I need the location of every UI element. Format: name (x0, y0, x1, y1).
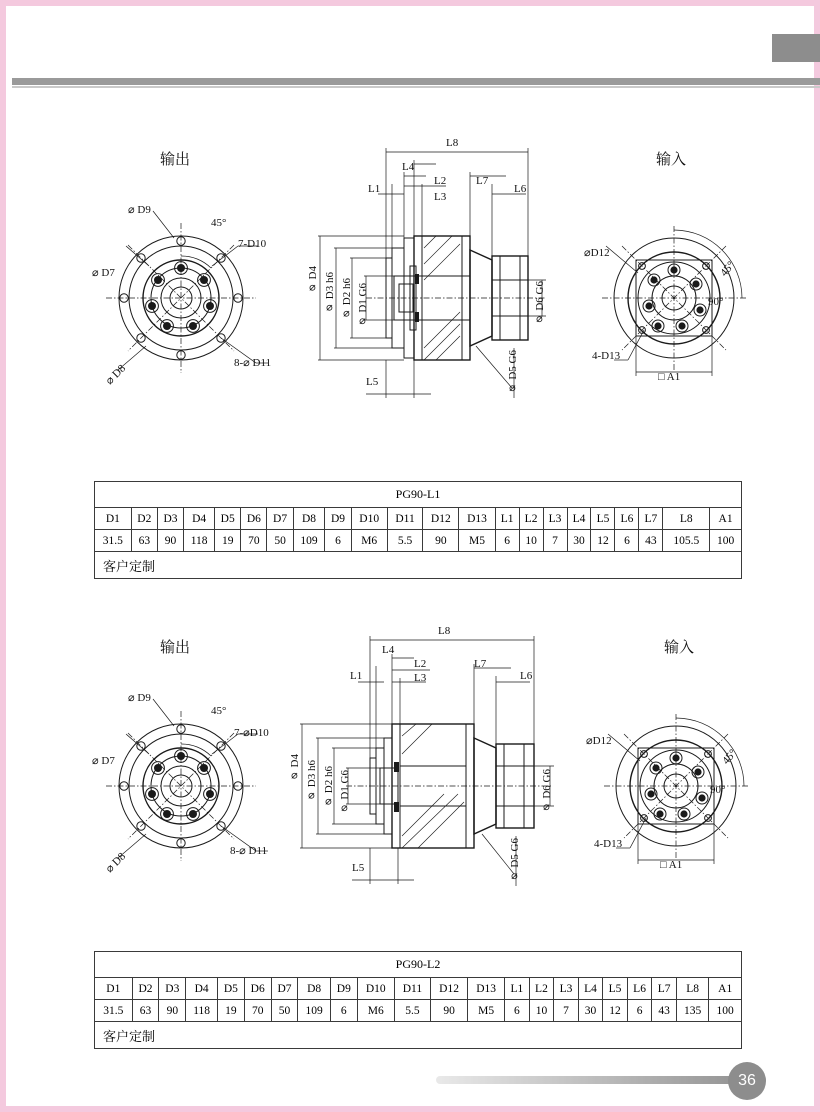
label-l8-2: L8 (438, 625, 451, 637)
th-d3: D3 (159, 978, 186, 1000)
label-l2-1: L2 (434, 175, 447, 187)
label-l3-2: L3 (414, 672, 427, 684)
table-note: 客户定制 (95, 552, 742, 579)
th-l6: L6 (615, 508, 639, 530)
td-d11: 5.5 (387, 530, 422, 552)
technical-drawing-2 (6, 606, 820, 936)
label-d6-2: ⌀ D6 G6 (541, 769, 553, 815)
th-d4: D4 (184, 508, 215, 530)
page-number: 36 (728, 1062, 766, 1100)
th-d1: D1 (95, 978, 133, 1000)
label-l5-1: L5 (366, 376, 379, 388)
label-d7-2: ⌀ D7 (92, 755, 115, 767)
td-d1: 31.5 (95, 1000, 133, 1022)
td-d11: 5.5 (394, 1000, 430, 1022)
td-d5: 19 (217, 1000, 244, 1022)
th-l4: L4 (567, 508, 591, 530)
th-d11: D11 (387, 508, 422, 530)
td-l8: 105.5 (663, 530, 710, 552)
td-d6: 70 (241, 530, 267, 552)
input-face-view-1 (602, 226, 748, 376)
th-d13: D13 (459, 508, 495, 530)
td-l6: 6 (627, 1000, 652, 1022)
td-l6: 6 (615, 530, 639, 552)
label-angle45-r2: 45° (720, 747, 740, 767)
technical-drawing-1 (6, 98, 820, 488)
th-d5: D5 (215, 508, 241, 530)
spec-table-1 (94, 481, 742, 579)
td-l1: 6 (495, 530, 519, 552)
td-d5: 19 (215, 530, 241, 552)
table-note: 客户定制 (95, 1022, 742, 1049)
label-d7-1: ⌀ D7 (92, 267, 115, 279)
th-d2: D2 (131, 508, 157, 530)
th-l3: L3 (543, 508, 567, 530)
output-label-2: 输出 (160, 638, 191, 656)
table-value-row (95, 530, 742, 552)
th-l2: L2 (519, 508, 543, 530)
th-l1: L1 (505, 978, 530, 1000)
label-d4-1: ⌀ D4 (307, 266, 319, 296)
th-d5: D5 (217, 978, 244, 1000)
label-a1-2: □ A1 (660, 859, 683, 871)
table-title-row (95, 952, 742, 978)
label-d11-1: 8-⌀ D11 (234, 357, 272, 369)
label-d5-1: ⌀ D5 G6 (507, 350, 519, 396)
th-d12: D12 (431, 978, 468, 1000)
label-angle45-1: 45° (211, 217, 227, 229)
td-l1: 6 (505, 1000, 530, 1022)
td-l4: 30 (567, 530, 591, 552)
label-l1-2: L1 (350, 670, 363, 682)
th-d7: D7 (267, 508, 293, 530)
table-header-row (95, 508, 742, 530)
td-l5: 12 (591, 530, 615, 552)
header-grey-block (772, 34, 820, 62)
td-l5: 12 (603, 1000, 628, 1022)
label-d12-2: ⌀D12 (586, 735, 612, 747)
output-face-view-1 (106, 211, 268, 373)
label-d9-2: ⌀ D9 (128, 692, 151, 704)
th-d8: D8 (298, 978, 330, 1000)
label-d8-2: ⌀ D8 (103, 850, 129, 876)
label-l7-1: L7 (476, 175, 489, 187)
footer-bar (436, 1076, 766, 1084)
label-angle90-1: 90° (708, 296, 724, 308)
th-l8: L8 (676, 978, 708, 1000)
td-d9: 6 (325, 530, 351, 552)
td-l4: 30 (578, 1000, 603, 1022)
td-d9: 6 (330, 1000, 357, 1022)
th-l1: L1 (495, 508, 519, 530)
td-l3: 7 (543, 530, 567, 552)
label-d10-2: 7-⌀D10 (234, 727, 269, 739)
label-d2-1: ⌀ D2 h6 (341, 278, 353, 321)
th-l7: L7 (652, 978, 677, 1000)
th-d8: D8 (293, 508, 325, 530)
label-d1-1: ⌀ D1 G6 (357, 283, 369, 329)
td-l2: 10 (519, 530, 543, 552)
td-d12: 90 (423, 530, 459, 552)
td-d7: 50 (267, 530, 293, 552)
th-l7: L7 (639, 508, 663, 530)
label-l6-1: L6 (514, 183, 527, 195)
th-d10: D10 (357, 978, 394, 1000)
th-d1: D1 (95, 508, 132, 530)
label-l2-2: L2 (414, 658, 427, 670)
label-l1-1: L1 (368, 183, 381, 195)
label-a1-1: □ A1 (658, 371, 681, 383)
label-d9-1: ⌀ D9 (128, 204, 151, 216)
td-d2: 63 (131, 530, 157, 552)
input-face-view-2 (604, 714, 750, 864)
td-d10: M6 (351, 530, 387, 552)
table-pg90-l2 (94, 951, 742, 1049)
table-title: PG90-L2 (95, 952, 742, 978)
label-d1-2: ⌀ D1 G6 (339, 770, 351, 816)
label-l4-1: L4 (402, 161, 415, 173)
output-label-1: 输出 (160, 150, 191, 168)
label-l3-1: L3 (434, 191, 447, 203)
label-d3-1: ⌀ D3 h6 (324, 272, 336, 315)
td-d10: M6 (357, 1000, 394, 1022)
th-d13: D13 (468, 978, 505, 1000)
td-d4: 118 (186, 1000, 218, 1022)
label-d4-2: ⌀ D4 (289, 754, 301, 784)
td-l8: 135 (676, 1000, 708, 1022)
input-label-1: 输入 (656, 150, 687, 168)
table-title: PG90-L1 (95, 482, 742, 508)
td-l7: 43 (652, 1000, 677, 1022)
td-d8: 109 (298, 1000, 330, 1022)
label-angle45-2: 45° (211, 705, 227, 717)
td-l2: 10 (529, 1000, 554, 1022)
th-l5: L5 (591, 508, 615, 530)
th-l6: L6 (627, 978, 652, 1000)
label-d2-2: ⌀ D2 h6 (323, 766, 335, 809)
th-a1: A1 (709, 978, 742, 1000)
label-d10-1: 7-D10 (238, 238, 267, 250)
label-d11-2: 8-⌀ D11 (230, 845, 268, 857)
label-angle90-2: 90° (710, 784, 726, 796)
th-d4: D4 (186, 978, 218, 1000)
td-l3: 7 (554, 1000, 579, 1022)
td-d1: 31.5 (95, 530, 132, 552)
label-angle45-r1: 45° (718, 259, 738, 279)
label-d13-2: 4-D13 (594, 838, 623, 850)
header-rule (12, 78, 820, 85)
td-d13: M5 (468, 1000, 505, 1022)
th-d11: D11 (394, 978, 430, 1000)
th-l4: L4 (578, 978, 603, 1000)
td-d3: 90 (159, 1000, 186, 1022)
table-note-row (95, 1022, 742, 1049)
th-d2: D2 (132, 978, 159, 1000)
table-note-row (95, 552, 742, 579)
td-a1: 100 (709, 1000, 742, 1022)
th-d6: D6 (241, 508, 267, 530)
td-d8: 109 (293, 530, 325, 552)
th-d12: D12 (423, 508, 459, 530)
label-l7-2: L7 (474, 658, 487, 670)
header-rule-thin (12, 86, 820, 88)
td-d3: 90 (157, 530, 183, 552)
th-d7: D7 (271, 978, 298, 1000)
th-d6: D6 (244, 978, 271, 1000)
td-d13: M5 (459, 530, 495, 552)
label-d3-2: ⌀ D3 h6 (306, 760, 318, 803)
td-d2: 63 (132, 1000, 159, 1022)
th-d3: D3 (157, 508, 183, 530)
td-d6: 70 (244, 1000, 271, 1022)
label-d5-2: ⌀ D5 G6 (509, 838, 521, 884)
th-a1: A1 (710, 508, 742, 530)
label-l4-2: L4 (382, 644, 395, 656)
table-pg90-l1 (94, 481, 742, 579)
label-l5-2: L5 (352, 862, 365, 874)
td-d12: 90 (431, 1000, 468, 1022)
th-d10: D10 (351, 508, 387, 530)
td-d7: 50 (271, 1000, 298, 1022)
th-l3: L3 (554, 978, 579, 1000)
input-label-2: 输入 (664, 638, 695, 656)
table-header-row (95, 978, 742, 1000)
th-l8: L8 (663, 508, 710, 530)
td-d4: 118 (184, 530, 215, 552)
th-d9: D9 (325, 508, 351, 530)
output-face-view-2 (106, 699, 268, 861)
table-value-row (95, 1000, 742, 1022)
td-l7: 43 (639, 530, 663, 552)
label-l8-1: L8 (446, 137, 459, 149)
label-d6-1: ⌀ D6 G6 (534, 281, 546, 327)
label-d12-1: ⌀D12 (584, 247, 610, 259)
th-l5: L5 (603, 978, 628, 1000)
label-l6-2: L6 (520, 670, 533, 682)
label-d8-1: ⌀ D8 (103, 362, 129, 388)
th-l2: L2 (529, 978, 554, 1000)
td-a1: 100 (710, 530, 742, 552)
label-d13-1: 4-D13 (592, 350, 621, 362)
table-title-row (95, 482, 742, 508)
spec-table-2 (94, 951, 742, 1049)
th-d9: D9 (330, 978, 357, 1000)
